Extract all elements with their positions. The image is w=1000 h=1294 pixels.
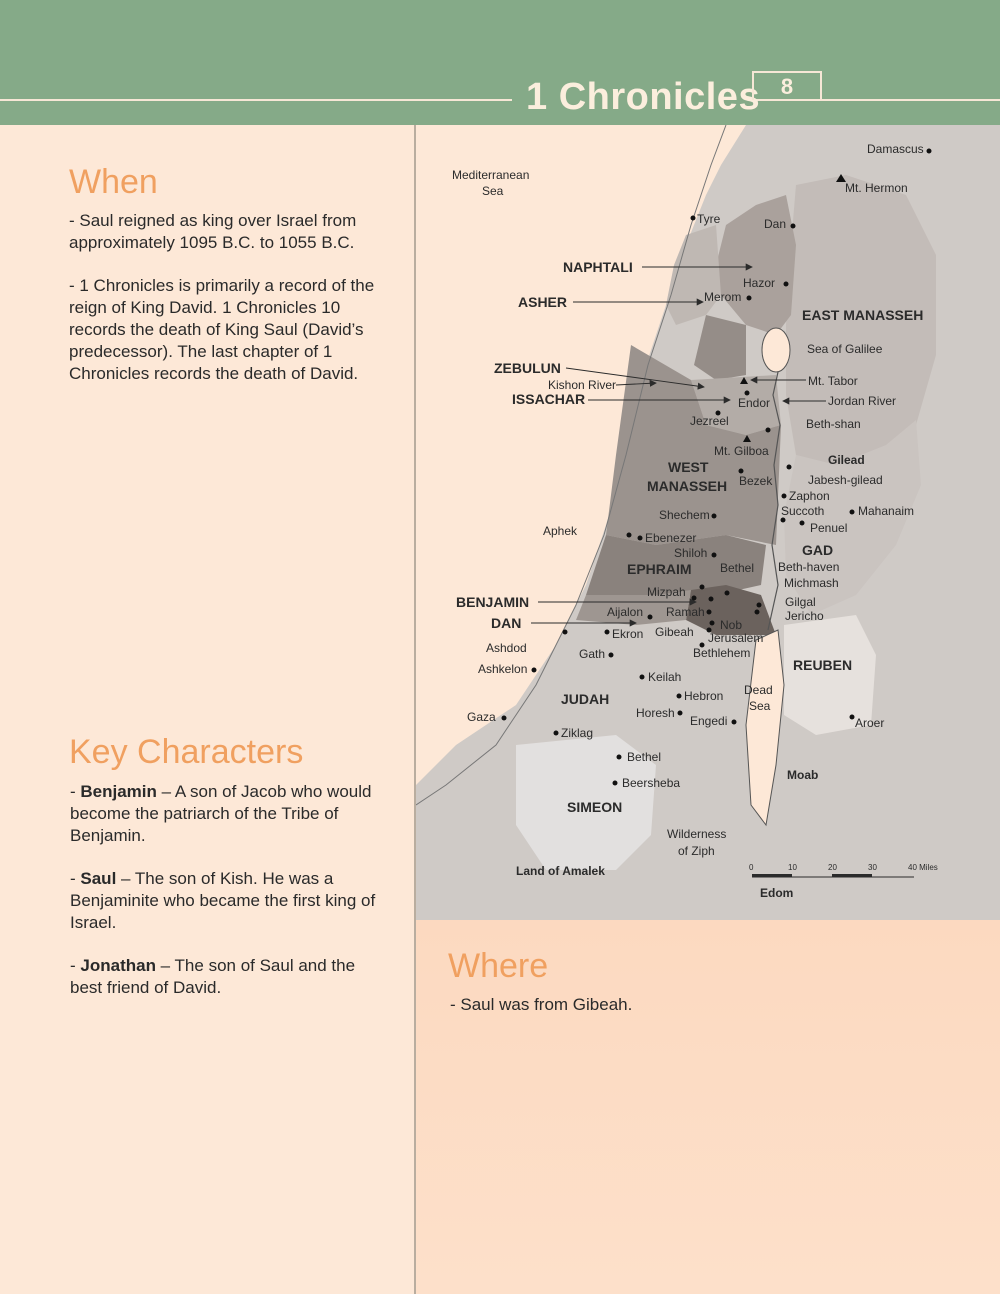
key-characters-heading: Key Characters	[69, 733, 304, 771]
character-desc: – A son of Jacob who would become the patriarch of the Tribe of Benjamin.	[70, 782, 372, 845]
label-jezreel: Jezreel	[690, 414, 729, 428]
when-paragraph: - Saul reigned as king over Israel from approximately 1095 B.C. to 1055 B.C.	[69, 211, 357, 252]
label-endor: Endor	[738, 396, 771, 410]
character-name: Jonathan	[80, 956, 156, 976]
label-moab: Moab	[787, 768, 819, 782]
map-of-israel	[416, 125, 1000, 920]
label-ephraim: EPHRAIM	[627, 561, 692, 577]
header-rule-left	[0, 99, 512, 101]
label-judah: JUDAH	[561, 691, 610, 707]
label-mizpah: Mizpah	[647, 585, 686, 599]
label-keilah: Keilah	[648, 670, 682, 684]
label-wilderness: Wilderness	[667, 827, 727, 841]
label-jabesh-gilead: Jabesh-gilead	[808, 473, 883, 487]
label-dan-city: Dan	[764, 217, 787, 231]
label-mt-gilboa: Mt. Gilboa	[714, 444, 769, 458]
label-bethel-south: Bethel	[627, 750, 662, 764]
label-beth-shan: Beth-shan	[806, 417, 861, 431]
label-shechem: Shechem	[659, 508, 710, 522]
label-bethel: Bethel	[720, 561, 755, 575]
label-aroer: Aroer	[855, 716, 885, 730]
where-heading: Where	[448, 947, 549, 985]
label-bezek: Bezek	[739, 474, 773, 488]
label-manasseh: MANASSEH	[647, 478, 728, 494]
label-jericho: Jericho	[785, 609, 824, 623]
label-dan: DAN	[491, 615, 522, 631]
when-body	[69, 210, 384, 406]
label-gilead: Gilead	[828, 453, 865, 467]
scale-tick: 0	[749, 863, 754, 872]
label-bethlehem: Bethlehem	[693, 646, 751, 660]
label-ashkelon: Ashkelon	[478, 662, 528, 676]
label-ekron: Ekron	[612, 627, 644, 641]
label-horesh: Horesh	[636, 706, 675, 720]
label-sea: Sea	[482, 184, 504, 198]
label-damascus: Damascus	[867, 142, 924, 156]
sea-of-galilee	[762, 328, 790, 372]
label-dead-sea: Sea	[749, 699, 771, 713]
label-jordan-river: Jordan River	[828, 394, 897, 408]
label-of-ziph: of Ziph	[678, 844, 715, 858]
character-item: - Saul – The son of Kish. He was a Benjaminite who became the first king of Israel.	[70, 869, 376, 932]
label-east-manasseh: EAST MANASSEH	[802, 307, 924, 323]
character-desc: – The son of Saul and the best friend of David.	[70, 956, 356, 998]
page-title: 1 Chronicles	[526, 76, 761, 118]
label-mahanaim: Mahanaim	[858, 504, 915, 518]
label-hebron: Hebron	[684, 689, 724, 703]
label-mediterranean: Mediterranean	[452, 168, 530, 182]
label-mt-hermon: Mt. Hermon	[845, 181, 908, 195]
key-characters-body	[70, 781, 385, 1021]
label-succoth: Succoth	[781, 504, 825, 518]
label-west: WEST	[668, 459, 709, 475]
page-header	[0, 0, 1000, 125]
character-item: - Benjamin – A son of Jacob who would become the patriarch of the Tribe of Benjamin.	[70, 782, 372, 845]
label-gibeah: Gibeah	[655, 625, 694, 639]
label-gaza: Gaza	[467, 710, 496, 724]
when-paragraph: - 1 Chronicles is primarily a record of the reign of King David. 1 Chronicles 10 records the death of King Saul (David’s predecessor). The last chapter of 1 Chronicles records the death of David.	[69, 276, 375, 383]
label-jerusalem: Jerusalem	[708, 631, 764, 645]
label-nob: Nob	[720, 618, 743, 632]
label-zaphon: Zaphon	[789, 489, 830, 503]
label-merom: Merom	[704, 290, 742, 304]
when-heading: When	[69, 163, 158, 201]
character-item: - Jonathan – The son of Saul and the best friend of David.	[70, 956, 356, 998]
label-sea-of-galilee: Sea of Galilee	[807, 342, 883, 356]
label-penuel: Penuel	[810, 521, 848, 535]
label-aphek: Aphek	[543, 524, 578, 538]
label-aijalon: Aijalon	[607, 605, 644, 619]
label-shiloh: Shiloh	[674, 546, 708, 560]
scale-tick: 20	[828, 863, 837, 872]
label-asher: ASHER	[518, 294, 568, 310]
scale-tick: 30	[868, 863, 877, 872]
label-beersheba: Beersheba	[622, 776, 681, 790]
label-land-of-amalek: Land of Amalek	[516, 864, 605, 878]
label-edom: Edom	[760, 886, 794, 900]
label-mt-tabor: Mt. Tabor	[808, 374, 858, 388]
label-michmash: Michmash	[784, 576, 839, 590]
label-hazor: Hazor	[743, 276, 776, 290]
label-beth-haven: Beth-haven	[778, 560, 840, 574]
label-ramah: Ramah	[666, 605, 705, 619]
character-name: Benjamin	[80, 782, 157, 801]
label-naphtali: NAPHTALI	[563, 259, 633, 275]
label-gath: Gath	[579, 647, 606, 661]
label-tyre: Tyre	[697, 212, 721, 226]
label-simeon: SIMEON	[567, 799, 623, 815]
label-issachar: ISSACHAR	[512, 391, 586, 407]
label-ebenezer: Ebenezer	[645, 531, 697, 545]
label-ziklag: Ziklag	[561, 726, 594, 740]
label-reuben: REUBEN	[793, 657, 853, 673]
scale-tick: 40 Miles	[908, 863, 938, 872]
scale-tick: 10	[788, 863, 797, 872]
label-ashdod: Ashdod	[486, 641, 527, 655]
label-benjamin: BENJAMIN	[456, 594, 530, 610]
page-number: 8	[752, 71, 822, 100]
label-gilgal: Gilgal	[785, 595, 816, 609]
label-dead: Dead	[744, 683, 773, 697]
label-engedi: Engedi	[690, 714, 728, 728]
label-zebulun: ZEBULUN	[494, 360, 561, 376]
label-kishon-river: Kishon River	[548, 378, 617, 392]
character-desc: – The son of Kish. He was a Benjaminite who became the first king of Israel.	[70, 869, 376, 932]
label-gad: GAD	[802, 542, 834, 558]
character-name: Saul	[80, 869, 117, 889]
where-text: - Saul was from Gibeah.	[450, 995, 633, 1014]
